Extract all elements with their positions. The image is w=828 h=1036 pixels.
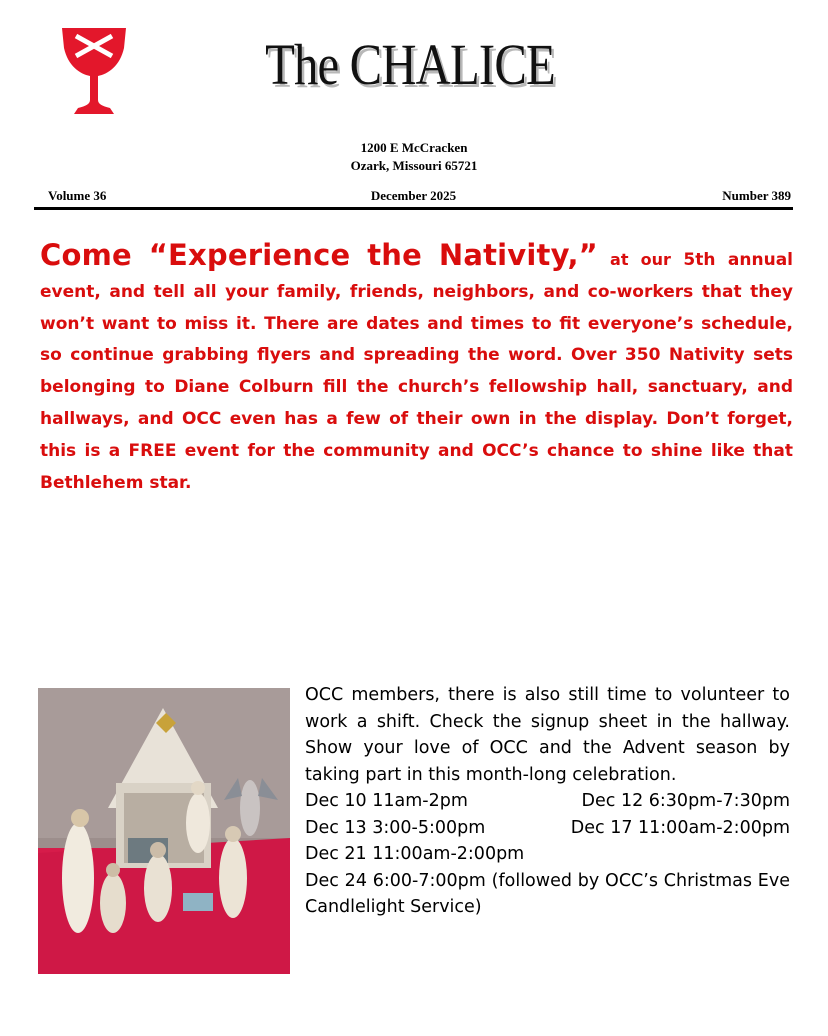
issue-info-row	[34, 188, 793, 206]
schedule-row-1	[305, 788, 790, 815]
address-line-2: Ozark, Missouri 65721	[350, 158, 478, 173]
volunteer-paragraph: OCC members, there is also still time to volunteer to work a shift. Check the signup sheet in the hallway. Show your love of OCC and the Advent season by taking part in this month-long celebration.	[305, 685, 790, 785]
masthead-divider	[34, 207, 793, 210]
chalice-logo-icon	[58, 26, 130, 118]
lead-headline-tail: at our	[597, 250, 671, 269]
schedule-entry: Dec 21 11:00am-2:00pm	[305, 844, 525, 864]
lead-article	[40, 240, 793, 499]
lead-headline: Come “Experience the Nativity,”	[40, 238, 598, 272]
schedule-entry: Dec 13 3:00-5:00pm	[305, 817, 486, 838]
issue-number: Number 389	[722, 188, 791, 203]
schedule-entry: Dec 10 11am-2pm	[305, 791, 468, 811]
schedule-entry: Dec 12 6:30pm-7:30pm	[581, 791, 790, 811]
lead-body: 5th annual event, and tell all your family, friends, neighbors, and co-workers that they won’t want to miss it. There are dates and times to fit everyone’s schedule, so continue grabbing flyers and spreading the word. Over 350 Nativity sets belonging to Diane Colburn fill the church’s fellowship hall, sanctuary, and hallways, and OCC even has a few of their own in the display. Don’t forget, this is a FREE event for the community and OCC’s chance to shine like that Bethlehem star.	[40, 250, 794, 493]
volunteer-article	[305, 682, 790, 921]
volume-label: Volume 36	[48, 188, 107, 203]
schedule-entry: Dec 17 11:00am-2:00pm	[570, 817, 790, 838]
issue-date: December 2025	[370, 188, 457, 203]
newsletter-title: The CHALICE	[265, 32, 555, 97]
address-line-1: 1200 E McCracken	[360, 140, 468, 155]
schedule-entry: Dec 24 6:00-7:00pm (followed by OCC’s Christmas Eve Candlelight Service)	[305, 870, 790, 917]
nativity-photo	[38, 688, 290, 974]
schedule-row-2	[305, 815, 790, 842]
